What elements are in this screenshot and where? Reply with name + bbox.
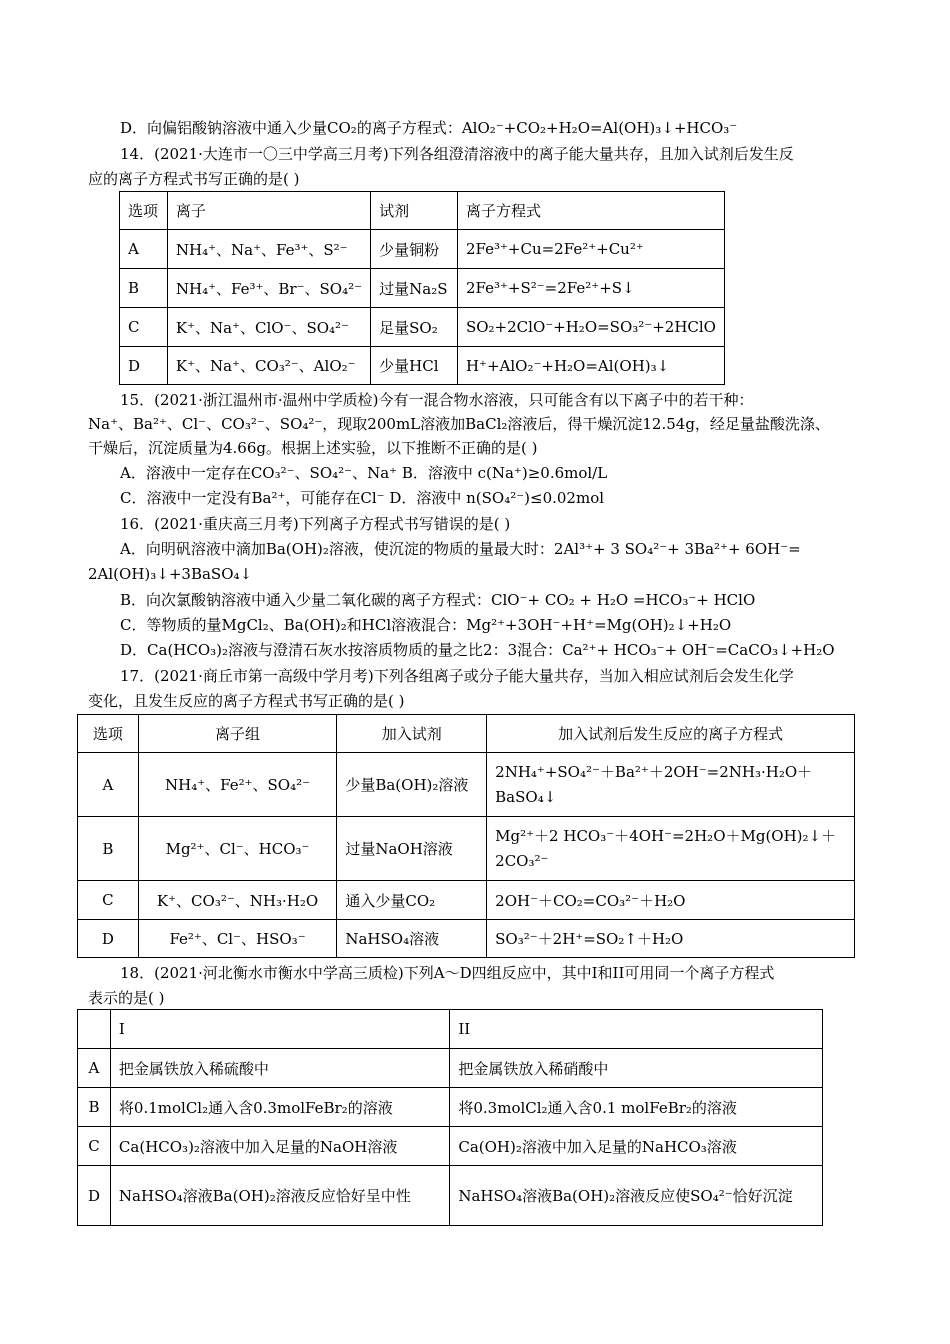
q18-b-i: 将0.1molCl₂通入含0.3molFeBr₂的溶液 [110,1088,449,1127]
q17-row-b [78,817,855,881]
q18-header-ii: II [450,1010,823,1049]
q14-header-option: 选项 [120,192,168,230]
q18-c-ii: Ca(OH)₂溶液中加入足量的NaHCO₃溶液 [450,1127,823,1166]
q17-header-row [78,715,855,753]
q17-row-c [78,881,855,920]
q18-d-option: D [78,1166,111,1226]
q15-stem-line3: 干燥后，沉淀质量为4.66g。根据上述实验，以下推断不正确的是( ) [88,439,538,457]
q18-d-i: NaHSO₄溶液Ba(OH)₂溶液反应恰好呈中性 [110,1166,449,1226]
q14-header-equation: 离子方程式 [457,192,724,230]
q14-c-reagent: 足量SO₂ [371,308,458,347]
q18-b-option: B [78,1088,111,1127]
q15-options-cd: C．溶液中一定没有Ba²⁺，可能存在Cl⁻ D．溶液中 n(SO₄²⁻)≤0.02mol [120,489,605,507]
q17-d-option: D [78,920,139,958]
q14-c-ions: K⁺、Na⁺、ClO⁻、SO₄²⁻ [167,308,370,347]
q18-header-blank [78,1010,111,1049]
q17-d-reagent: NaHSO₄溶液 [337,920,487,958]
q17-a-ions: NH₄⁺、Fe²⁺、SO₄²⁻ [138,753,337,817]
q17-header-option: 选项 [78,715,139,753]
q14-d-equation: H⁺+AlO₂⁻+H₂O=Al(OH)₃↓ [457,347,724,385]
q18-table [77,1009,823,1226]
q14-a-ions: NH₄⁺、Na⁺、Fe³⁺、S²⁻ [167,230,370,269]
q14-row-d [120,347,725,385]
q14-a-option: A [120,230,168,269]
q17-d-equation: SO₃²⁻＋2H⁺=SO₂↑＋H₂O [487,920,855,958]
q18-a-i: 把金属铁放入稀硫酸中 [110,1049,449,1088]
q17-b-ions: Mg²⁺、Cl⁻、HCO₃⁻ [138,817,337,881]
q14-b-reagent: 过量Na₂S [371,269,458,308]
q16-option-c: C．等物质的量MgCl₂、Ba(OH)₂和HCl溶液混合：Mg²⁺+3OH⁻+H⁺=Mg(OH)₂↓+H₂O [120,616,732,634]
q18-header-i: I [110,1010,449,1049]
q17-header-ions: 离子组 [138,715,337,753]
q14-row-a [120,230,725,269]
q14-row-b [120,269,725,308]
q17-b-option: B [78,817,139,881]
q17-a-reagent: 少量Ba(OH)₂溶液 [337,753,487,817]
q17-c-reagent: 通入少量CO₂ [337,881,487,920]
q18-c-i: Ca(HCO₃)₂溶液中加入足量的NaOH溶液 [110,1127,449,1166]
q17-c-option: C [78,881,139,920]
q18-row-c [78,1127,823,1166]
q14-c-equation: SO₂+2ClO⁻+H₂O=SO₃²⁻+2HClO [457,308,724,347]
q14-stem-line2: 应的离子方程式书写正确的是( ) [88,170,300,188]
q14-a-equation: 2Fe³⁺+Cu=2Fe²⁺+Cu²⁺ [457,230,724,269]
q14-header-ions: 离子 [167,192,370,230]
q18-row-a [78,1049,823,1088]
q14-header-reagent: 试剂 [371,192,458,230]
q14-d-reagent: 少量HCl [371,347,458,385]
q17-stem-line2: 变化，且发生反应的离子方程式书写正确的是( ) [88,692,405,710]
q15-stem-line2: Na⁺、Ba²⁺、Cl⁻、CO₃²⁻、SO₄²⁻，现取200mL溶液加BaCl₂溶液后，得干燥沉淀12.54g，经足量盐酸洗涤、 [88,415,830,433]
q16-stem: 16．(2021·重庆高三月考)下列离子方程式书写错误的是( ) [120,515,511,533]
q17-a-equation-line2: BaSO₄↓ [495,787,557,806]
q17-a-option: A [78,753,139,817]
q18-row-d [78,1166,823,1226]
q14-row-c [120,308,725,347]
q13-option-d: D．向偏铝酸钠溶液中通入少量CO₂的离子方程式：AlO₂⁻+CO₂+H₂O=Al(OH)₃↓+HCO₃⁻ [120,119,738,137]
q17-stem-line1: 17．(2021·商丘市第一高级中学月考)下列各组离子或分子能大量共存，当加入相应试剂后会发生化学 [120,667,794,685]
q14-c-option: C [120,308,168,347]
q18-d-ii: NaHSO₄溶液Ba(OH)₂溶液反应使SO₄²⁻恰好沉淀 [450,1166,823,1226]
q17-b-equation-line2: 2CO₃²⁻ [495,851,549,870]
q14-b-option: B [120,269,168,308]
q17-row-a [78,753,855,817]
q17-a-equation-line1: 2NH₄⁺+SO₄²⁻＋Ba²⁺＋2OH⁻=2NH₃·H₂O＋ [495,762,813,781]
q17-header-equation: 加入试剂后发生反应的离子方程式 [487,715,855,753]
q14-b-ions: NH₄⁺、Fe³⁺、Br⁻、SO₄²⁻ [167,269,370,308]
q14-d-option: D [120,347,168,385]
q18-stem-line1: 18．(2021·河北衡水市衡水中学高三质检)下列A～D四组反应中，其中I和II可用同一个离子方程式 [120,964,775,982]
q14-header-row [120,192,725,230]
q17-b-reagent: 过量NaOH溶液 [337,817,487,881]
q16-option-a-line1: A．向明矾溶液中滴加Ba(OH)₂溶液，使沉淀的物质的量最大时：2Al³⁺+ 3 SO₄²⁻+ 3Ba²⁺+ 6OH⁻= [120,540,801,558]
q17-header-reagent: 加入试剂 [337,715,487,753]
q16-option-b: B．向次氯酸钠溶液中通入少量二氧化碳的离子方程式：ClO⁻+ CO₂ + H₂O =HCO₃⁻+ HClO [120,591,756,609]
q18-stem-line2: 表示的是( ) [88,989,165,1007]
q14-b-equation: 2Fe³⁺+S²⁻=2Fe²⁺+S↓ [457,269,724,308]
q18-a-option: A [78,1049,111,1088]
q14-a-reagent: 少量铜粉 [371,230,458,269]
q17-b-equation-line1: Mg²⁺＋2 HCO₃⁻＋4OH⁻=2H₂O＋Mg(OH)₂↓＋ [495,826,837,845]
q17-b-equation [487,817,855,881]
q18-row-b [78,1088,823,1127]
q17-table [77,714,855,958]
q15-stem-line1: 15．(2021·浙江温州市·温州中学质检)今有一混合物水溶液，只可能含有以下离子中的若干种： [120,391,754,409]
q14-stem-line1: 14．(2021·大连市一〇三中学高三月考)下列各组澄清溶液中的离子能大量共存，且加入试剂后发生反 [120,145,794,163]
q17-c-ions: K⁺、CO₃²⁻、NH₃·H₂O [138,881,337,920]
q18-a-ii: 把金属铁放入稀硝酸中 [450,1049,823,1088]
q17-a-equation [487,753,855,817]
q16-option-a-line2: 2Al(OH)₃↓+3BaSO₄↓ [88,565,253,583]
q18-header-row [78,1010,823,1049]
q17-row-d [78,920,855,958]
q17-d-ions: Fe²⁺、Cl⁻、HSO₃⁻ [138,920,337,958]
q16-option-d: D．Ca(HCO₃)₂溶液与澄清石灰水按溶质物质的量之比2：3混合：Ca²⁺+ HCO₃⁻+ OH⁻=CaCO₃↓+H₂O [120,641,835,659]
q18-c-option: C [78,1127,111,1166]
q18-b-ii: 将0.3molCl₂通入含0.1 molFeBr₂的溶液 [450,1088,823,1127]
q15-options-ab: A．溶液中一定存在CO₃²⁻、SO₄²⁻、Na⁺ B．溶液中 c(Na⁺)≥0.6mol/L [120,464,608,482]
q14-table [119,191,725,385]
q17-c-equation: 2OH⁻＋CO₂=CO₃²⁻＋H₂O [487,881,855,920]
q14-d-ions: K⁺、Na⁺、CO₃²⁻、AlO₂⁻ [167,347,370,385]
